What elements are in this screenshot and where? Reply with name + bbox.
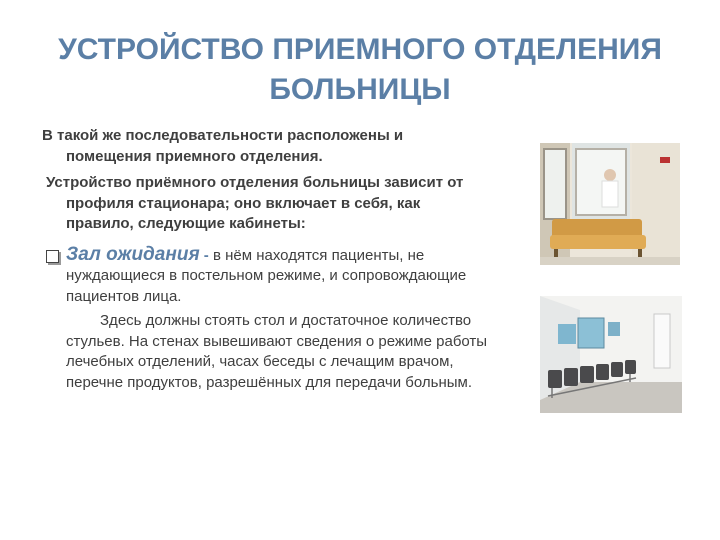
title-line-1: УСТРОЙСТВО ПРИЕМНОГО ОТДЕЛЕНИЯ — [58, 33, 662, 66]
bullet-dash: - — [199, 246, 213, 264]
waiting-room-sofa-photo — [540, 143, 680, 265]
bullet-text: в нём находятся пациенты, не нуждающиеся в постельном режиме, и сопровождающие пациентов лица. — [66, 246, 467, 305]
slide-title — [0, 30, 720, 110]
bullet-waiting-room — [42, 245, 492, 308]
title-line-2: БОЛЬНИЦЫ — [269, 73, 451, 106]
paragraph-1: В такой же последовательности расположены и помещения приемного отделения. — [42, 127, 404, 165]
bullet-term: Зал ожидания — [66, 243, 200, 265]
waiting-room-chairs-photo — [540, 296, 682, 413]
content-text — [42, 126, 492, 393]
paragraph-3: Здесь должны стоять стол и достаточное количество стульев. На стенах вывешивают сведения о режиме работы лечебных отделений, часах беседы с лечащим врачом, перечне продуктов, разрешённых для передачи больным. — [66, 312, 488, 391]
checkbox-bullet-icon — [46, 250, 59, 263]
paragraph-2: Устройство приёмного отделения больницы зависит от профиля стационара; оно включает в себя, как правило, следующие кабинеты: — [46, 174, 464, 232]
